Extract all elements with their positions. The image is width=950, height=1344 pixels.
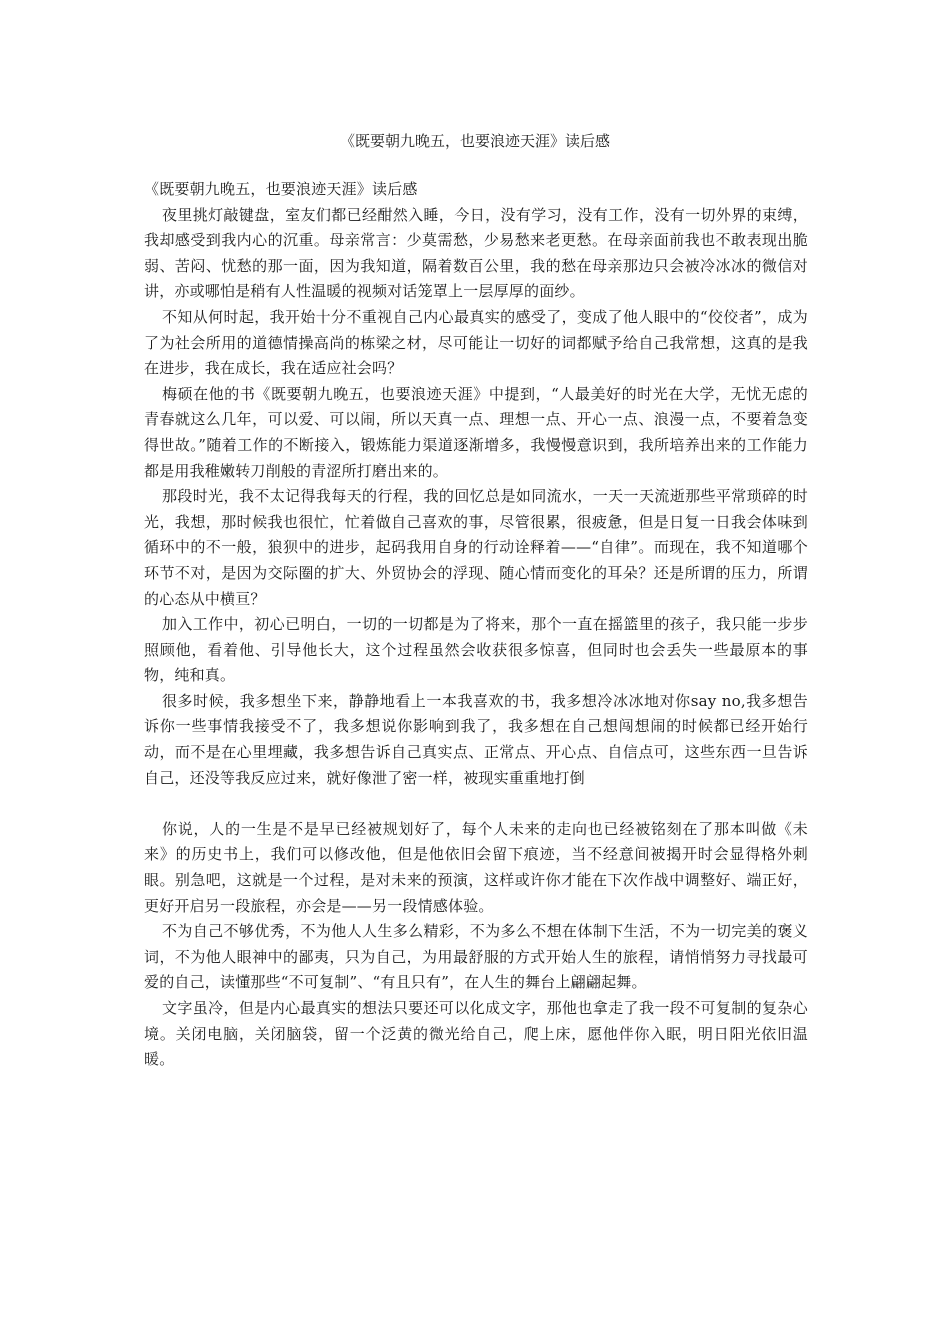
paragraph: 夜里挑灯敲键盘，室友们都已经酣然入睡，今日，没有学习，没有工作，没有一切外界的束缚，我却感受到我内心的沉重。母亲常言：少莫需愁，少易愁来老更愁。在母亲面前我也不敢表现出脆弱、苦闷、忧愁的那一面，因为我知道，隔着数百公里，我的愁在母亲那边只会被冷冰冰的微信对讲，亦或哪怕是稍有人性温暖的视频对话笼罩上一层厚厚的面纱。 — [144, 205, 808, 301]
paragraph: 不为自己不够优秀，不为他人人生多么精彩，不为多么不想在体制下生活，不为一切完美的褒义词，不为他人眼神中的鄙夷，只为自己，为用最舒服的方式开始人生的旅程，请悄悄努力寻找最可爱的自己，读懂那些“不可复制”、“有且只有”，在人生的舞台上翩翩起舞。 — [144, 922, 808, 992]
paragraph: 不知从何时起，我开始十分不重视自己内心最真实的感受了，变成了他人眼中的“佼佼者”，成为了为社会所用的道德情操高尚的栋梁之材，尽可能让一切好的词都赋予给自己我常想，这真的是我在进步，我在成长，我在适应社会吗？ — [144, 307, 808, 378]
paragraph: 很多时候，我多想坐下来，静静地看上一本我喜欢的书，我多想冷冰冰地对你say no,我多想告诉你一些事情我接受不了，我多想说你影响到我了，我多想在自己想闯想闹的时候都已经开始行动，而不是在心里埋藏，我多想告诉自己真实点、正常点、开心点、自信点可，这些东西一旦告诉自己，还没等我反应过来，就好像泄了密一样，被现实重重地打倒 — [144, 691, 808, 787]
document-body — [144, 177, 808, 1073]
document-title: 《既要朝九晚五，也要浪迹天涯》读后感 — [339, 132, 610, 150]
blank-line — [144, 791, 808, 817]
paragraph: 你说，人的一生是不是早已经被规划好了，每个人未来的走向也已经被铭刻在了那本叫做《未来》的历史书上，我们可以修改他，但是他依旧会留下痕迹，当不经意间被揭开时会显得格外刺眼。别急吧，这就是一个过程，是对未来的预演，这样或许你才能在下次作战中调整好、端正好，更好开启另一段旅程，亦会是——另一段情感体验。 — [144, 819, 808, 915]
paragraph: 那段时光，我不太记得我每天的行程，我的回忆总是如同流水，一天一天流逝那些平常琐碎的时光，我想，那时候我也很忙，忙着做自己喜欢的事，尽管很累，很疲惫，但是日复一日我会体味到循环中的不一般，狼狈中的进步，起码我用自身的行动诠释着——“自律”。而现在，我不知道哪个环节不对，是因为交际圈的扩大、外贸协会的浮现、随心情而变化的耳朵？还是所谓的压力，所谓的心态从中横亘？ — [144, 487, 808, 608]
document-subtitle: 《既要朝九晚五，也要浪迹天涯》读后感 — [144, 180, 418, 198]
paragraph: 加入工作中，初心已明白，一切的一切都是为了将来，那个一直在摇篮里的孩子，我只能一步步照顾他，看着他、引导他长大，这个过程虽然会收获很多惊喜，但同时也会丢失一些最原本的事物，纯和真。 — [144, 615, 808, 685]
paragraph: 梅硕在他的书《既要朝九晚五，也要浪迹天涯》中提到，“人最美好的时光在大学，无忧无虑的青春就这么几年，可以爱、可以闹，所以天真一点、理想一点、开心一点、浪漫一点，不要着急变得世故。”随着工作的不断接入，锻炼能力渠道逐渐增多，我慢慢意识到，我所培养出来的工作能力都是用我稚嫩转刀削般的青涩所打磨出来的。 — [144, 384, 808, 480]
paragraph: 文字虽冷，但是内心最真实的想法只要还可以化成文字，那他也拿走了我一段不可复制的复杂心境。关闭电脑，关闭脑袋，留一个泛黄的微光给自己，爬上床，愿他伴你入眠，明日阳光依旧温暖。 — [144, 999, 808, 1069]
